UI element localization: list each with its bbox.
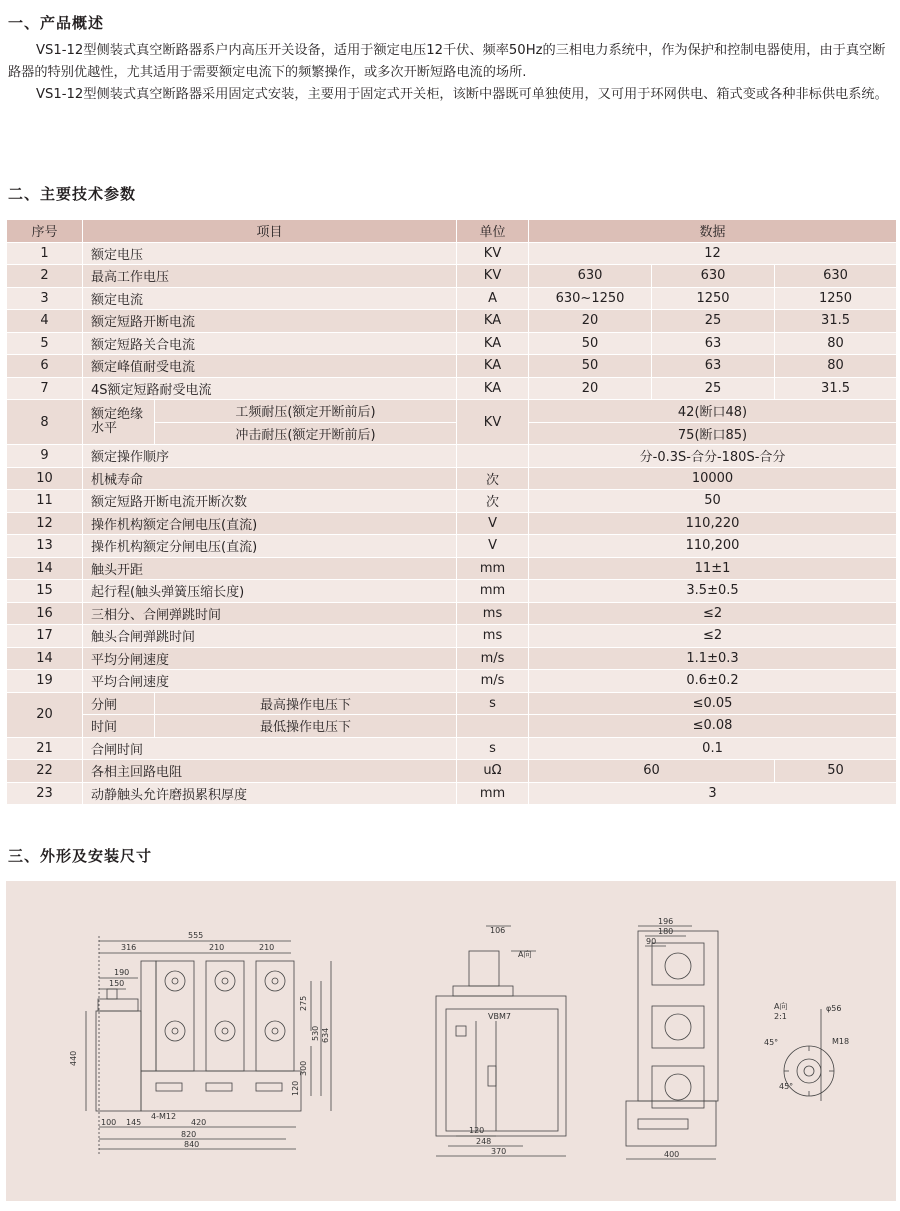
table-row <box>7 625 897 648</box>
row-sub-item: 冲击耐压(额定开断前后) <box>155 422 457 445</box>
dim-label: A向 <box>774 1002 788 1011</box>
table-row <box>7 670 897 693</box>
row-no: 9 <box>7 445 83 468</box>
dim-label: 190 <box>114 968 130 977</box>
spec-table <box>6 219 897 805</box>
dim-label: M18 <box>832 1037 850 1046</box>
dim-label: 196 <box>658 917 674 926</box>
table-row <box>7 647 897 670</box>
row-value: 25 <box>652 310 775 333</box>
row-value: 630 <box>529 265 652 288</box>
row-value: 分-0.3S-合分-180S-合分 <box>529 445 897 468</box>
row-value: 80 <box>775 332 897 355</box>
row-value: 20 <box>529 377 652 400</box>
row-value: 630 <box>652 265 775 288</box>
row-value: 1250 <box>652 287 775 310</box>
row-item: 平均合闸速度 <box>83 670 457 693</box>
row-unit: s <box>457 692 529 715</box>
row-group-label: 分闸 <box>83 692 155 715</box>
table-row <box>7 602 897 625</box>
dim-label: φ56 <box>826 1004 842 1013</box>
row-value: 3 <box>529 782 897 805</box>
row-value: ≤2 <box>529 625 897 648</box>
row-value: 50 <box>529 490 897 513</box>
row-value: 80 <box>775 355 897 378</box>
row-unit: KA <box>457 355 529 378</box>
row-item: 额定短路开断电流开断次数 <box>83 490 457 513</box>
table-row <box>7 467 897 490</box>
dim-label: 210 <box>209 943 225 952</box>
row-unit: V <box>457 512 529 535</box>
dim-label: 180 <box>658 927 674 936</box>
row-value: 31.5 <box>775 310 897 333</box>
row-no: 2 <box>7 265 83 288</box>
row-unit: KA <box>457 332 529 355</box>
dim-label: 2:1 <box>774 1012 787 1021</box>
row-unit: KA <box>457 377 529 400</box>
table-row <box>7 400 897 423</box>
row-value: 12 <box>529 242 897 265</box>
row-unit: uΩ <box>457 760 529 783</box>
overview-text <box>8 40 894 106</box>
row-no: 14 <box>7 647 83 670</box>
header-unit: 单位 <box>457 220 529 243</box>
table-row <box>7 782 897 805</box>
row-item: 额定短路关合电流 <box>83 332 457 355</box>
overview-paragraph-2: VS1-12型侧装式真空断路器采用固定式安装，主要用于固定式开关柜，该断中器既可单独使用，又可用于环网供电、箱式变或各种非标供电系统。 <box>36 87 888 102</box>
table-row <box>7 310 897 333</box>
row-item: 平均分闸速度 <box>83 647 457 670</box>
row-no: 12 <box>7 512 83 535</box>
dim-label: 45° <box>764 1038 779 1047</box>
row-no: 1 <box>7 242 83 265</box>
table-row <box>7 512 897 535</box>
row-no: 17 <box>7 625 83 648</box>
dim-label: 555 <box>188 931 204 940</box>
dim-label: 420 <box>191 1118 207 1127</box>
side-view-dimensions <box>469 926 531 1156</box>
row-item: 额定短路开断电流 <box>83 310 457 333</box>
row-no: 10 <box>7 467 83 490</box>
row-no: 15 <box>7 580 83 603</box>
drawing-svg <box>6 881 896 1201</box>
row-no: 22 <box>7 760 83 783</box>
row-value: 110,200 <box>529 535 897 558</box>
row-unit: 次 <box>457 467 529 490</box>
row-no: 20 <box>7 692 83 737</box>
row-no: 4 <box>7 310 83 333</box>
overview-paragraph-1: VS1-12型侧装式真空断路器系户内高压开关设备，适用于额定电压12千伏、频率50Hz的三相电力系统中，作为保护和控制电器使用，由于真空断路器的特别优越性，尤其适用于需要额定电流下的频繁操作，或多次开断短路电流的场所. <box>8 43 886 80</box>
dim-label: 840 <box>184 1140 200 1149</box>
table-row <box>7 287 897 310</box>
row-value: 1250 <box>775 287 897 310</box>
table-row <box>7 535 897 558</box>
row-item: 额定操作顺序 <box>83 445 457 468</box>
table-row <box>7 715 897 738</box>
row-sub-item: 工频耐压(额定开断前后) <box>155 400 457 423</box>
row-item: 4S额定短路耐受电流 <box>83 377 457 400</box>
row-unit: m/s <box>457 670 529 693</box>
row-unit: ms <box>457 602 529 625</box>
row-value: 50 <box>529 355 652 378</box>
row-item: 操作机构额定分闸电压(直流) <box>83 535 457 558</box>
row-value: 42(断口48) <box>529 400 897 423</box>
header-item: 项目 <box>83 220 457 243</box>
row-item: 额定电压 <box>83 242 457 265</box>
row-unit: V <box>457 535 529 558</box>
row-item: 额定峰值耐受电流 <box>83 355 457 378</box>
row-unit: KV <box>457 400 529 445</box>
table-row <box>7 760 897 783</box>
row-unit: m/s <box>457 647 529 670</box>
row-no: 13 <box>7 535 83 558</box>
row-group-label: 额定绝缘水平 <box>83 400 155 445</box>
dimension-drawing <box>6 881 896 1201</box>
row-value: 10000 <box>529 467 897 490</box>
table-header-row <box>7 220 897 243</box>
header-data: 数据 <box>529 220 897 243</box>
dim-label: 248 <box>476 1137 492 1146</box>
row-item: 各相主回路电阻 <box>83 760 457 783</box>
row-item: 动静触头允许磨损累积厚度 <box>83 782 457 805</box>
row-item: 操作机构额定合闸电压(直流) <box>83 512 457 535</box>
row-item: 触头开距 <box>83 557 457 580</box>
row-value: 20 <box>529 310 652 333</box>
row-unit-empty <box>457 715 529 738</box>
dim-label: 120 <box>291 1080 300 1096</box>
row-value: 0.6±0.2 <box>529 670 897 693</box>
table-row <box>7 445 897 468</box>
table-row <box>7 580 897 603</box>
row-value: 50 <box>775 760 897 783</box>
row-value: 50 <box>529 332 652 355</box>
row-no: 11 <box>7 490 83 513</box>
row-unit: A <box>457 287 529 310</box>
row-value: 75(断口85) <box>529 422 897 445</box>
row-value: 0.1 <box>529 737 897 760</box>
row-no: 6 <box>7 355 83 378</box>
row-no: 5 <box>7 332 83 355</box>
table-row <box>7 355 897 378</box>
row-unit: mm <box>457 580 529 603</box>
dim-label: 100 <box>101 1118 117 1127</box>
row-no: 8 <box>7 400 83 445</box>
dim-label: 634 <box>321 1027 330 1043</box>
row-item: 三相分、合闸弹跳时间 <box>83 602 457 625</box>
dim-label: 120 <box>469 1126 485 1135</box>
row-item: 最高工作电压 <box>83 265 457 288</box>
row-unit: 次 <box>457 490 529 513</box>
table-row <box>7 265 897 288</box>
dim-label: 210 <box>259 943 275 952</box>
dim-label: 275 <box>299 995 308 1011</box>
row-value: 630 <box>775 265 897 288</box>
row-value: 63 <box>652 332 775 355</box>
row-item: 触头合闸弹跳时间 <box>83 625 457 648</box>
row-unit: mm <box>457 557 529 580</box>
dim-label: 440 <box>69 1050 78 1066</box>
row-value: ≤0.08 <box>529 715 897 738</box>
row-sub-item: 最高操作电压下 <box>155 692 457 715</box>
header-no: 序号 <box>7 220 83 243</box>
section3-title: 三、外形及安装尺寸 <box>8 847 153 865</box>
dim-label: 45° <box>779 1082 794 1091</box>
dim-label: 145 <box>126 1118 142 1127</box>
row-unit: KV <box>457 242 529 265</box>
table-row <box>7 737 897 760</box>
dim-label: 820 <box>181 1130 197 1139</box>
row-item: 机械寿命 <box>83 467 457 490</box>
dim-label: 370 <box>491 1147 507 1156</box>
row-unit: ms <box>457 625 529 648</box>
row-value: 110,220 <box>529 512 897 535</box>
dim-label: VBM7 <box>488 1012 511 1021</box>
row-unit: KV <box>457 265 529 288</box>
section2-title: 二、主要技术参数 <box>8 185 137 203</box>
row-unit: KA <box>457 310 529 333</box>
table-row <box>7 332 897 355</box>
row-no: 3 <box>7 287 83 310</box>
table-row <box>7 490 897 513</box>
row-value: ≤0.05 <box>529 692 897 715</box>
row-no: 14 <box>7 557 83 580</box>
row-unit: s <box>457 737 529 760</box>
dim-label: 316 <box>121 943 137 952</box>
row-no: 7 <box>7 377 83 400</box>
row-value: 31.5 <box>775 377 897 400</box>
dim-label: 400 <box>664 1150 680 1159</box>
table-row <box>7 377 897 400</box>
dim-label: 90 <box>646 937 657 946</box>
row-group-label: 时间 <box>83 715 155 738</box>
row-sub-item: 最低操作电压下 <box>155 715 457 738</box>
row-item: 合闸时间 <box>83 737 457 760</box>
dim-label: 300 <box>299 1060 308 1076</box>
row-value: 630~1250 <box>529 287 652 310</box>
dim-label: 530 <box>311 1025 320 1041</box>
row-value: 1.1±0.3 <box>529 647 897 670</box>
dim-label: 4-M12 <box>151 1112 177 1121</box>
row-item: 起行程(触头弹簧压缩长度) <box>83 580 457 603</box>
row-no: 23 <box>7 782 83 805</box>
row-item: 额定电流 <box>83 287 457 310</box>
row-value: 3.5±0.5 <box>529 580 897 603</box>
row-value: 11±1 <box>529 557 897 580</box>
row-no: 21 <box>7 737 83 760</box>
front-view-dimensions <box>69 931 330 1149</box>
table-row <box>7 557 897 580</box>
table-row <box>7 692 897 715</box>
section1-title: 一、产品概述 <box>8 14 105 32</box>
row-no: 19 <box>7 670 83 693</box>
row-no: 16 <box>7 602 83 625</box>
row-value: 25 <box>652 377 775 400</box>
dim-label: 150 <box>109 979 125 988</box>
row-unit <box>457 445 529 468</box>
dim-label: A向 <box>518 950 532 959</box>
row-value: 60 <box>529 760 775 783</box>
row-value: 63 <box>652 355 775 378</box>
row-unit: mm <box>457 782 529 805</box>
table-row <box>7 242 897 265</box>
row-value: ≤2 <box>529 602 897 625</box>
dim-label: 106 <box>490 926 506 935</box>
